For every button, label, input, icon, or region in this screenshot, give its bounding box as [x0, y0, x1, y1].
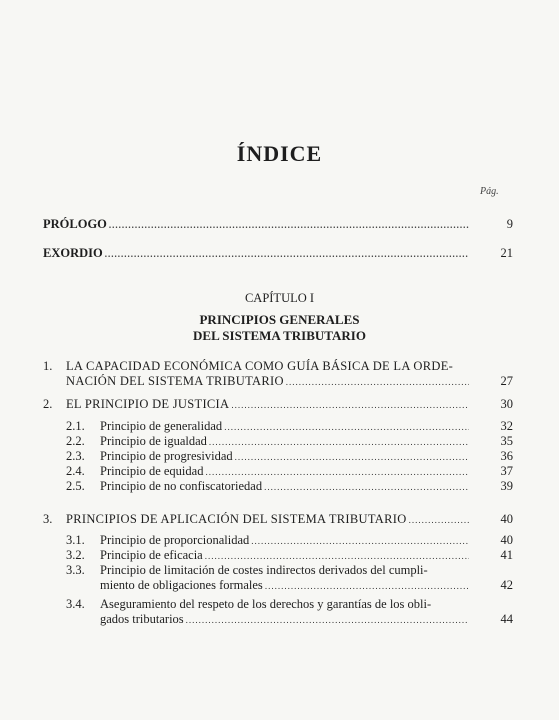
toc-page-number: 27	[500, 374, 513, 388]
toc-entry-3-3-line1[interactable]: Principio de limitación de costes indirectos derivados del cumpli-	[100, 563, 428, 577]
toc-page-number: 39	[500, 479, 513, 493]
page-title: ÍNDICE	[236, 141, 323, 166]
toc-page-number: 35	[500, 434, 513, 448]
toc-page-number: 36	[500, 449, 513, 463]
toc-entry-section-3[interactable]	[66, 512, 471, 528]
leader-dots	[224, 420, 469, 435]
toc-entry-2-2[interactable]	[100, 434, 471, 450]
toc-page-number: 44	[500, 612, 513, 626]
leader-dots	[264, 480, 469, 495]
toc-entry-label: gados tributarios	[100, 612, 184, 626]
toc-entry-exordio[interactable]	[43, 246, 471, 262]
toc-entry-3-2[interactable]	[100, 548, 471, 564]
toc-page-number: 21	[500, 246, 513, 260]
chapter-title-line1: PRINCIPIOS GENERALES	[199, 312, 360, 327]
subsection-number: 3.3.	[66, 563, 85, 577]
leader-dots	[186, 613, 469, 628]
leader-dots	[105, 247, 469, 262]
leader-dots	[265, 579, 469, 594]
chapter-title-line2: DEL SISTEMA TRIBUTARIO	[193, 328, 366, 343]
toc-entry-prologo[interactable]	[43, 217, 471, 233]
leader-dots	[231, 398, 469, 413]
toc-entry-label: Principio de proporcionalidad	[100, 533, 250, 547]
toc-page-number: 37	[500, 464, 513, 478]
subsection-number: 3.2.	[66, 548, 85, 562]
subsection-number: 3.1.	[66, 533, 85, 547]
toc-entry-label: PRINCIPIOS DE APLICACIÓN DEL SISTEMA TRIBUTARIO	[66, 512, 407, 526]
leader-dots	[251, 534, 469, 549]
toc-entry-label: EXORDIO	[43, 246, 103, 260]
toc-entry-2-3[interactable]	[100, 449, 471, 465]
leader-dots	[209, 435, 469, 450]
leader-dots	[205, 465, 469, 480]
toc-entry-label: Principio de igualdad	[100, 434, 207, 448]
toc-entry-label: miento de obligaciones formales	[100, 578, 263, 592]
toc-entry-section-2[interactable]	[66, 397, 471, 413]
toc-entry-label: Principio de generalidad	[100, 419, 223, 433]
leader-dots	[235, 450, 469, 465]
section-number: 2.	[43, 397, 53, 411]
subsection-number: 3.4.	[66, 597, 85, 611]
toc-entry-label: NACIÓN DEL SISTEMA TRIBUTARIO	[66, 374, 284, 388]
leader-dots	[286, 375, 469, 390]
toc-entry-label: Principio de no confiscatoriedad	[100, 479, 263, 493]
toc-page-number: 41	[500, 548, 513, 562]
toc-page-number: 32	[500, 419, 513, 433]
toc-entry-label: PRÓLOGO	[43, 217, 107, 231]
subsection-number: 2.4.	[66, 464, 85, 478]
toc-entry-label: Principio de eficacia	[100, 548, 203, 562]
leader-dots	[205, 549, 469, 564]
toc-entry-3-4-line1[interactable]: Aseguramiento del respeto de los derechos y garantías de los obli-	[100, 597, 432, 611]
toc-entry-label: EL PRINCIPIO DE JUSTICIA	[66, 397, 230, 411]
toc-entry-2-1[interactable]	[100, 419, 471, 435]
toc-entry-3-4[interactable]	[100, 612, 471, 628]
leader-dots	[409, 513, 469, 528]
subsection-number: 2.5.	[66, 479, 85, 493]
section-number: 1.	[43, 359, 53, 373]
toc-entry-3-3[interactable]	[100, 578, 471, 594]
section-number: 3.	[43, 512, 53, 526]
toc-entry-2-4[interactable]	[100, 464, 471, 480]
toc-entry-section-1[interactable]	[66, 374, 471, 390]
subsection-number: 2.2.	[66, 434, 85, 448]
toc-entry-label: Principio de equidad	[100, 464, 204, 478]
subsection-number: 2.3.	[66, 449, 85, 463]
section-1-line1[interactable]: LA CAPACIDAD ECONÓMICA COMO GUÍA BÁSICA DE LA ORDE-	[66, 359, 454, 373]
leader-dots	[109, 218, 469, 233]
toc-page-number: 40	[500, 512, 513, 526]
chapter-label: CAPÍTULO I	[244, 291, 315, 305]
toc-entry-2-5[interactable]	[100, 479, 471, 495]
toc-entry-3-1[interactable]	[100, 533, 471, 549]
subsection-number: 2.1.	[66, 419, 85, 433]
toc-entry-label: Principio de progresividad	[100, 449, 233, 463]
toc-page-number: 30	[500, 397, 513, 411]
toc-page-number: 40	[500, 533, 513, 547]
toc-page-number: 9	[506, 217, 513, 231]
toc-page-number: 42	[500, 578, 513, 592]
page-column-label: Pág.	[480, 186, 499, 197]
